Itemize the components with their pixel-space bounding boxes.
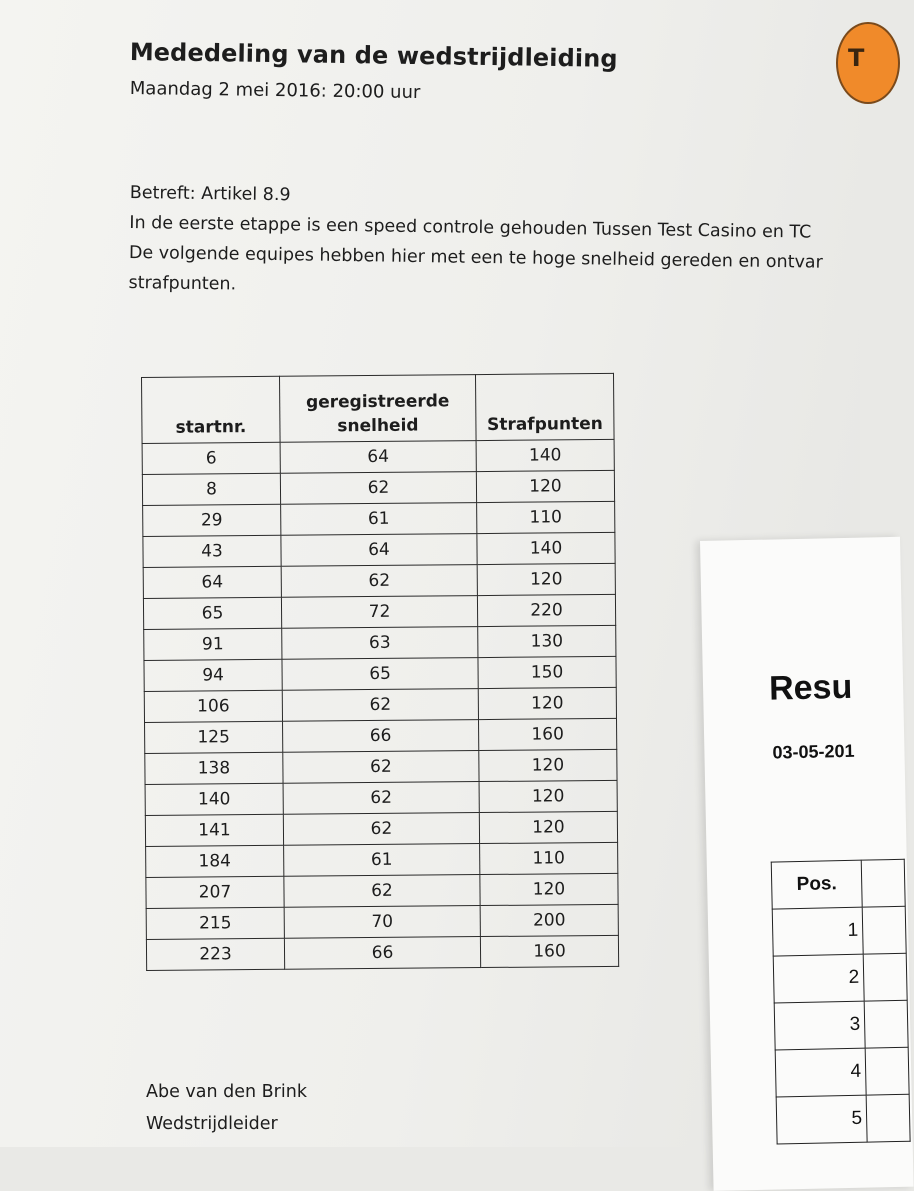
table-row [144,625,616,660]
notice-datetime: Maandag 2 mei 2016: 20:00 uur [129,78,421,104]
cell-startnr: 215 [146,907,284,939]
cell-penalty: 120 [479,780,617,812]
cell-speed: 64 [281,534,477,567]
cell-penalty: 120 [479,811,617,843]
cell-cut-off [864,1000,908,1048]
signature-role: Wedstrijdleider [146,1114,278,1134]
cell-startnr: 106 [144,690,282,722]
cell-startnr: 140 [145,783,283,815]
cell-speed: 62 [281,565,477,598]
table-row [145,718,617,753]
cell-penalty: 160 [479,718,617,750]
table-row [143,501,615,536]
cell-speed: 62 [284,875,480,908]
cell-penalty: 160 [480,935,618,967]
cell-penalty: 130 [478,625,616,657]
cell-penalty: 110 [477,501,615,533]
cell-penalty: 150 [478,656,616,688]
cell-speed: 62 [282,689,478,722]
cell-speed: 66 [283,720,479,753]
results-row [774,1000,908,1050]
header-pos: Pos. [771,860,862,909]
cell-speed: 72 [281,596,477,629]
results-row [772,906,906,956]
cell-startnr: 8 [142,473,280,505]
cell-startnr: 141 [145,814,283,846]
cell-startnr: 94 [144,659,282,691]
cell-penalty: 110 [480,842,618,874]
results-title: Resu [768,667,853,708]
cell-penalty: 220 [477,594,615,626]
table-row [146,842,618,877]
table-row [143,594,615,629]
results-date: 03-05-201 [772,740,855,763]
table-header-row [142,373,615,443]
cell-penalty: 120 [479,749,617,781]
cell-penalty: 140 [477,532,615,564]
cell-penalty: 200 [480,904,618,936]
cell-penalty: 120 [476,470,614,502]
header-speed-line1: geregistreerde [305,391,450,413]
results-row [776,1094,910,1144]
table-row [145,811,617,846]
notice-line: In de eerste etappe is een speed controle gehouden Tussen Test Casino en TC [129,212,812,243]
results-sheet [700,537,914,1191]
cell-speed: 65 [282,658,478,691]
cell-startnr: 29 [143,504,281,536]
notice-line: strafpunten. [128,272,237,295]
cell-position: 2 [773,954,864,1003]
table-row [146,873,618,908]
cell-speed: 62 [283,751,479,784]
cell-startnr: 43 [143,535,281,567]
cell-speed: 63 [282,627,478,660]
table-row [145,780,617,815]
cell-speed: 64 [280,441,476,474]
table-row [146,904,618,939]
cell-position: 3 [774,1001,865,1050]
cell-speed: 70 [284,906,480,939]
penalty-table [141,373,619,971]
cell-startnr: 138 [145,752,283,784]
cell-penalty: 120 [477,563,615,595]
header-cut-off [861,859,905,907]
cell-startnr: 207 [146,876,284,908]
table-row [144,687,616,722]
organization-logo [836,22,900,104]
cell-cut-off [866,1094,910,1142]
cell-penalty: 140 [476,439,614,471]
table-row [146,935,618,970]
cell-speed: 62 [280,472,476,505]
cell-penalty: 120 [480,873,618,905]
cell-startnr: 184 [146,845,284,877]
table-row [143,563,615,598]
cell-speed: 61 [281,503,477,536]
results-table [771,859,911,1145]
cell-startnr: 6 [142,442,280,474]
signature-block [146,1076,307,1140]
header-registered-speed [279,375,476,443]
notice-subject: Betreft: Artikel 8.9 [129,182,291,206]
cell-cut-off [863,953,907,1001]
cell-speed: 62 [283,782,479,815]
cell-startnr: 223 [146,938,284,970]
logo-letters: T [848,44,865,72]
cell-speed: 66 [284,937,480,970]
table-row [143,532,615,567]
results-row [773,953,907,1003]
penalty-table-body [142,439,619,970]
notice-title: Mededeling van de wedstrijdleiding [129,38,618,73]
notice-body [128,178,824,308]
cell-cut-off [862,906,906,954]
cell-cut-off [865,1047,909,1095]
table-row [142,470,614,505]
cell-position: 4 [775,1048,866,1097]
header-speed-line2: snelheid [337,415,419,437]
signature-name: Abe van den Brink [146,1082,307,1102]
results-header-row [771,859,905,909]
cell-penalty: 120 [478,687,616,719]
results-table-body [772,906,910,1144]
cell-speed: 61 [284,844,480,877]
header-startnr: startnr. [142,376,281,443]
cell-startnr: 65 [143,597,281,629]
results-row [775,1047,909,1097]
cell-position: 5 [776,1095,867,1144]
notice-line: De volgende equipes hebben hier met een te hoge snelheid gereden en ontvar [128,242,823,273]
cell-position: 1 [772,907,863,956]
table-row [144,656,616,691]
penalty-table-wrapper [141,373,619,971]
cell-startnr: 91 [144,628,282,660]
table-row [145,749,617,784]
table-row [142,439,614,474]
cell-startnr: 125 [145,721,283,753]
header-penalty-points: Strafpunten [475,373,614,440]
cell-startnr: 64 [143,566,281,598]
cell-speed: 62 [283,813,479,846]
